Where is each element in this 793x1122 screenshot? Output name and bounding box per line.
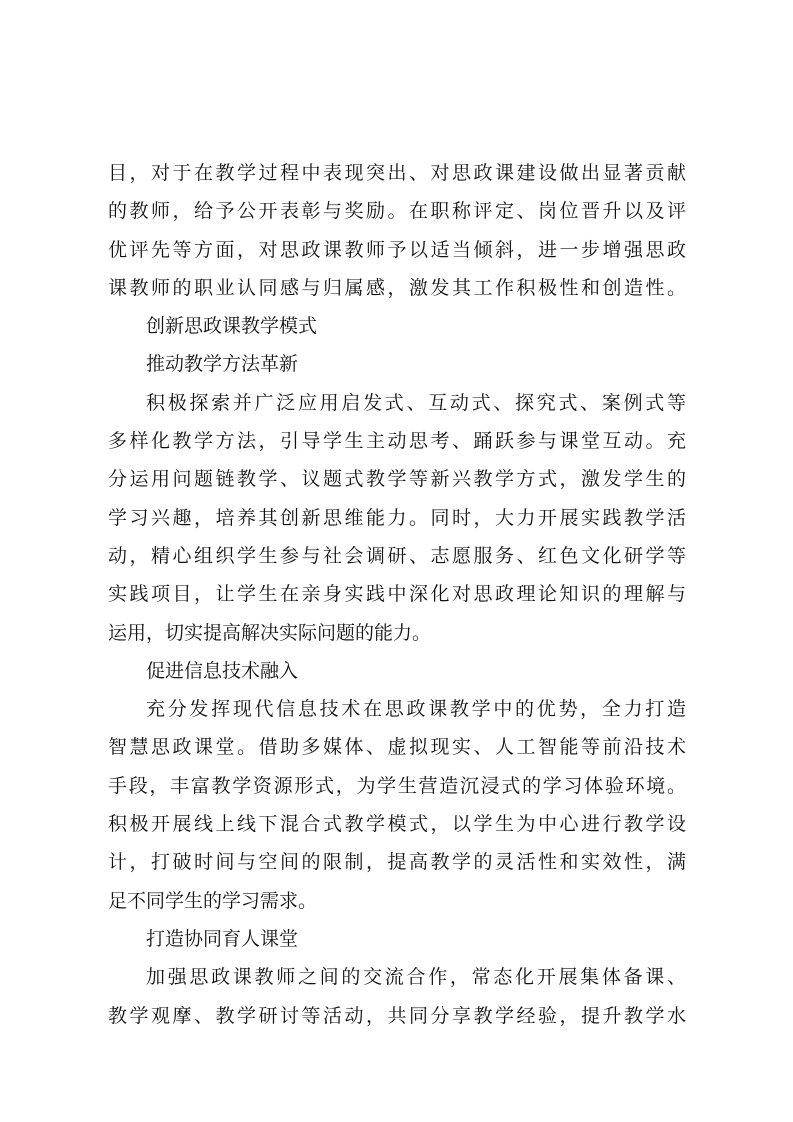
body-line: 实践项目，让学生在亲身实践中深化对思政理论知识的理解与	[108, 583, 686, 606]
paragraph-first-line: 充分发挥现代信息技术在思政课教学中的优势，全力打造	[146, 698, 686, 721]
body-line: 的教师，给予公开表彰与奖励。在职称评定、岗位晋升以及评	[108, 200, 686, 223]
paragraph-first-line: 积极探索并广泛应用启发式、互动式、探究式、案例式等	[146, 391, 686, 414]
body-line: 教学观摩、教学研讨等活动，共同分享教学经验，提升教学水	[108, 1004, 686, 1027]
subsection-heading: 推动教学方法革新	[146, 353, 299, 376]
paragraph-first-line: 加强思政课教师之间的交流合作，常态化开展集体备课、	[146, 966, 686, 989]
body-line: 智慧思政课堂。借助多媒体、虚拟现实、人工智能等前沿技术	[108, 736, 686, 759]
body-line: 多样化教学方法，引导学生主动思考、踊跃参与课堂互动。充	[108, 430, 686, 453]
body-line: 动，精心组织学生参与社会调研、志愿服务、红色文化研学等	[108, 544, 686, 567]
body-line: 目，对于在教学过程中表现突出、对思政课建设做出显著贡献	[108, 162, 686, 184]
body-line: 分运用问题链教学、议题式教学等新兴教学方式，激发学生的	[108, 468, 686, 491]
paragraph-last-line: 足不同学生的学习需求。	[108, 889, 318, 912]
body-line: 积极开展线上线下混合式教学模式，以学生为中心进行教学设	[108, 813, 686, 836]
document-body	[108, 154, 686, 1035]
body-line: 课教师的职业认同感与归属感，激发其工作积极性和创造性。	[108, 276, 686, 299]
body-line: 手段，丰富教学资源形式，为学生营造沉浸式的学习体验环境。	[108, 774, 686, 797]
paragraph-last-line: 运用，切实提高解决实际问题的能力。	[108, 621, 432, 644]
subsection-heading: 促进信息技术融入	[146, 659, 299, 682]
section-heading: 创新思政课教学模式	[146, 315, 318, 338]
body-line: 计，打破时间与空间的限制，提高教学的灵活性和实效性，满	[108, 851, 686, 874]
subsection-heading: 打造协同育人课堂	[146, 927, 299, 950]
body-line: 学习兴趣，培养其创新思维能力。同时，大力开展实践教学活	[108, 506, 686, 529]
body-line: 优评先等方面，对思政课教师予以适当倾斜，进一步增强思政	[108, 238, 686, 261]
